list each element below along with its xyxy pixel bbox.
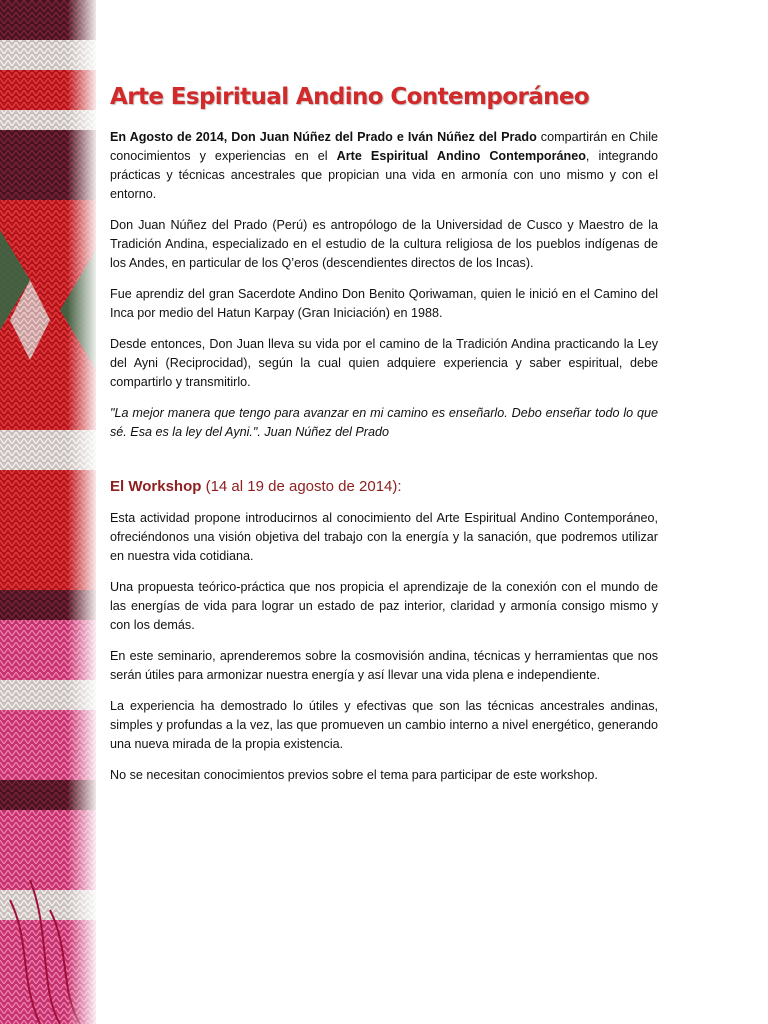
document-body — [110, 84, 658, 797]
workshop-paragraph-2: Una propuesta teórico-práctica que nos propicia el aprendizaje de la conexión con el mundo de las energías de vida para lograr un estado de paz interior, claridad y armonía consigo mismo y con los demás. — [110, 580, 658, 632]
intro-paragraph-2: Don Juan Núñez del Prado (Perú) es antropólogo de la Universidad de Cusco y Maestro de la Tradición Andina, especializado en el estudio de la cultura religiosa de los pueblos indígenas de los Andes, en particular de los Q’eros (descendientes directos de los Incas). — [110, 218, 658, 270]
intro-text-segment: compartirán en Chile conocimientos y experiencias en el — [110, 130, 658, 163]
page-title: Arte Espiritual Andino Contemporáneo — [110, 84, 590, 110]
intro-text-segment-end: , integrando prácticas y técnicas ancestrales que propician una vida en armonía con uno mismo y con el entorno. — [110, 149, 658, 201]
workshop-paragraph-4: La experiencia ha demostrado lo útiles y efectivas que son las técnicas ancestrales andinas, simples y profundas a la vez, las que promueven un cambio interno a nivel energético, generando una nueva mirada de la propia existencia. — [110, 699, 658, 751]
workshop-paragraph-1: Esta actividad propone introducirnos al conocimiento del Arte Espiritual Andino Contemporáneo, ofreciéndonos una visión objetiva del trabajo con la energía y la sanación, que podremos utilizar en nuestra vida cotidiana. — [110, 511, 658, 563]
andean-textile-photo — [0, 0, 96, 1024]
workshop-heading-main: El Workshop — [110, 478, 206, 495]
intro-highlight-art: Arte Espiritual Andino Contemporáneo — [336, 149, 586, 163]
workshop-paragraph-5: No se necesitan conocimientos previos sobre el tema para participar de este workshop. — [110, 768, 598, 782]
intro-paragraph-3: Fue aprendiz del gran Sacerdote Andino Don Benito Qoriwaman, quien le inició en el Camino del Inca por medio del Hatun Karpay (Gran Iniciación) en 1988. — [110, 287, 658, 320]
intro-paragraph-4: Desde entonces, Don Juan lleva su vida por el camino de la Tradición Andina practicando la Ley del Ayni (Reciprocidad), según la cual quien adquiere experiencia y saber espiritual, debe compartirlo y transmitirlo. — [110, 337, 658, 389]
intro-highlight-names: En Agosto de 2014, Don Juan Núñez del Prado e Iván Núñez del Prado — [110, 130, 537, 144]
workshop-heading — [110, 478, 658, 495]
workshop-paragraph-3: En este seminario, aprenderemos sobre la cosmovisión andina, técnicas y herramientas que nos serán útiles para armonizar nuestra energía y así llevar una vida plena e independiente. — [110, 649, 658, 682]
workshop-heading-dates: (14 al 19 de agosto de 2014): — [205, 478, 402, 495]
ayni-quote: "La mejor manera que tengo para avanzar en mi camino es enseñarlo. Debo enseñar todo lo que sé. Esa es la ley del Ayni.". Juan Núñez del Prado — [110, 406, 658, 439]
intro-paragraph-1 — [110, 128, 658, 204]
